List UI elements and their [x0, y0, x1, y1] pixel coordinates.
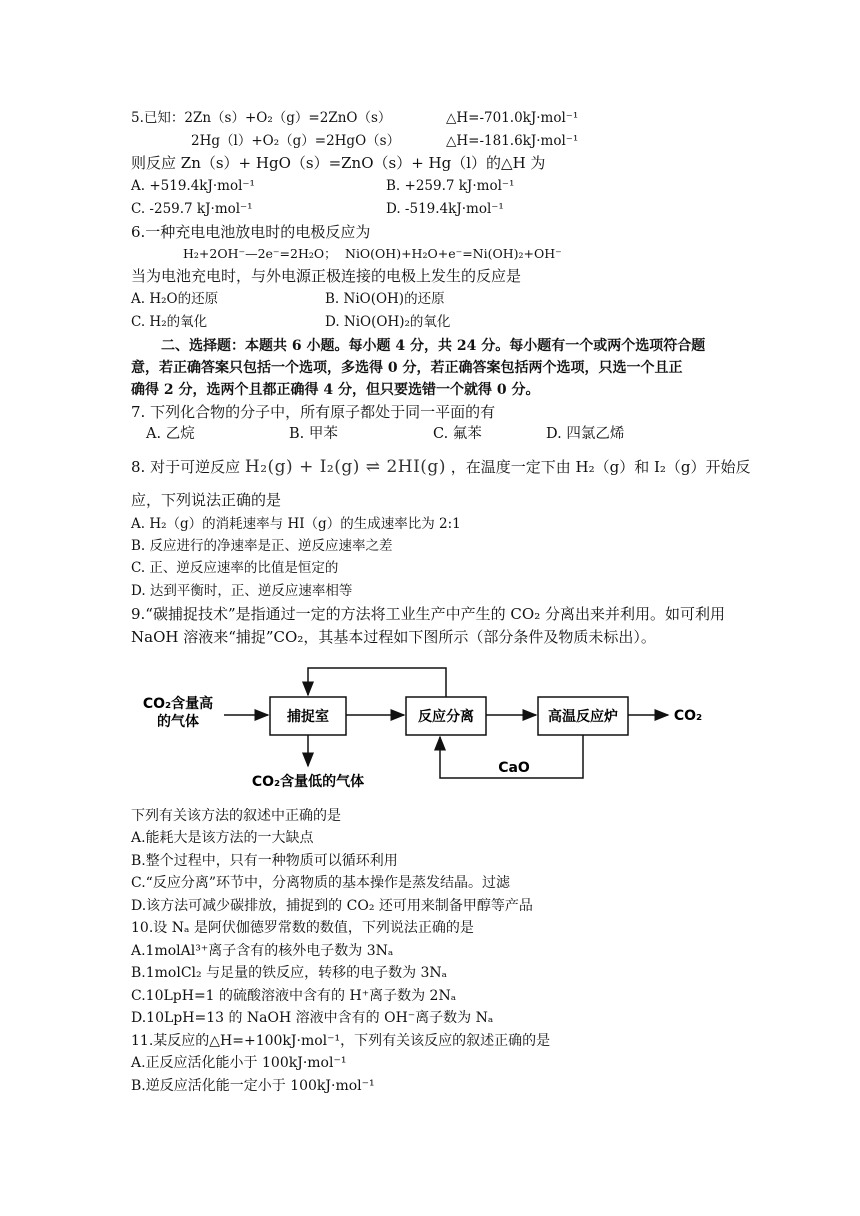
q10-option-d: D.10LpH=13 的 NaOH 溶液中含有的 OH⁻离子数为 Nₐ	[131, 1010, 494, 1026]
q11-stem: 11.某反应的△H=+100kJ·mol⁻¹，下列有关该反应的叙述正确的是	[131, 1033, 551, 1049]
reaction-separation-label: 反应分离	[418, 709, 474, 725]
q7-option-c: C. 氟苯	[433, 426, 482, 442]
q7-option-b: B. 甲苯	[289, 426, 338, 442]
q11-option-b: B.逆反应活化能一定小于 100kJ·mol⁻¹	[131, 1078, 375, 1094]
q6-stem: 6.一种充电电池放电时的电极反应为	[131, 223, 371, 241]
q8-equation: H₂(g) + I₂(g) ⇌ 2HI(g)	[244, 457, 446, 477]
q9-option-a: A.能耗大是该方法的一大缺点	[131, 830, 314, 846]
q5-option-a: A. +519.4kJ·mol⁻¹	[131, 178, 255, 194]
q5-stem: 则反应 Zn（s）+ HgO（s）=ZnO（s）+ Hg（l）的△H 为	[131, 154, 546, 172]
q6-stem2: 当为电池充电时，与外电源正极连接的电极上发生的反应是	[131, 267, 522, 285]
q8-line2: 应，下列说法正确的是	[131, 491, 282, 509]
q5-dh2: △H=-181.6kJ·mol⁻¹	[446, 133, 579, 149]
q5-option-d: D. -519.4kJ·mol⁻¹	[386, 201, 504, 217]
q9-option-d: D.该方法可减少碳排放，捕捉到的 CO₂ 还可用来制备甲醇等产品	[131, 898, 533, 914]
q6-option-d: D. NiO(OH)₂的氧化	[325, 314, 451, 330]
section2-line1: 二、选择题：本题共 6 小题。每小题 4 分，共 24 分。每小题有一个或两个选项符合题	[161, 338, 706, 354]
q6-eq1: H₂+2OH⁻—2e⁻=2H₂O；	[183, 246, 337, 261]
carbon-capture-flow-diagram	[140, 660, 720, 800]
q5-option-c: C. -259.7 kJ·mol⁻¹	[131, 201, 253, 217]
q10-option-c: C.10LpH=1 的硫酸溶液中含有的 H⁺离子数为 2Nₐ	[131, 988, 457, 1004]
q5-intro-line	[131, 108, 391, 128]
q5-dh1: △H=-701.0kJ·mol⁻¹	[446, 110, 579, 126]
q7-option-a: A. 乙烷	[146, 426, 195, 442]
output-label: CO₂	[673, 708, 703, 724]
q6-option-c: C. H₂的氧化	[131, 314, 208, 330]
low-gas-label: CO₂含量低的气体	[251, 774, 365, 790]
high-temp-furnace-label: 高温反应炉	[548, 709, 618, 725]
q10-option-a: A.1molAl³⁺离子含有的核外电子数为 3Nₐ	[131, 943, 394, 959]
q9-option-b: B.整个过程中，只有一种物质可以循环利用	[131, 853, 398, 869]
diagram-input-label-1: CO₂含量高	[142, 696, 214, 712]
q9-line2: NaOH 溶液来“捕捉”CO₂，其基本过程如下图所示（部分条件及物质未标出）。	[131, 628, 656, 646]
q5-eq1: 2Zn（s）+O₂（g）=2ZnO（s）	[184, 110, 392, 126]
recycle-arrow-to-capture	[308, 668, 446, 697]
q8-option-a: A. H₂（g）的消耗速率与 HI（g）的生成速率比为 2:1	[131, 516, 461, 532]
q5-eq2: 2Hg（l）+O₂（g）=2HgO（s）	[191, 133, 401, 149]
q8-option-b: B. 反应进行的净速率是正、逆反应速率之差	[131, 538, 393, 554]
q6-option-a: A. H₂O的还原	[131, 291, 219, 307]
q6-option-b: B. NiO(OH)的还原	[325, 291, 445, 307]
capture-chamber-label: 捕捉室	[287, 709, 329, 725]
q10-stem: 10.设 Nₐ 是阿伏伽德罗常数的数值，下列说法正确的是	[131, 920, 474, 936]
q10-option-b: B.1molCl₂ 与足量的铁反应，转移的电子数为 3Nₐ	[131, 965, 448, 981]
q5-option-b: B. +259.7 kJ·mol⁻¹	[386, 178, 515, 194]
q8-option-d: D. 达到平衡时，正、逆反应速率相等	[131, 583, 353, 599]
q8-pre: 8. 对于可逆反应	[131, 458, 241, 476]
q5-intro: 5.已知：	[131, 110, 185, 126]
cao-label: CaO	[498, 760, 530, 776]
q11-option-a: A.正反应活化能小于 100kJ·mol⁻¹	[131, 1055, 347, 1071]
section2-line2: 意，若正确答案只包括一个选项，多选得 0 分，若正确答案包括两个选项，只选一个且正	[131, 360, 683, 376]
section2-line3: 确得 2 分，选两个且都正确得 4 分，但只要选错一个就得 0 分。	[131, 382, 540, 398]
q8-post: ，在温度一定下由 H₂（g）和 I₂（g）开始反	[450, 458, 751, 476]
q8-line1	[131, 457, 751, 477]
q9-option-c: C.“反应分离”环节中，分离物质的基本操作是蒸发结晶。过滤	[131, 875, 510, 891]
diagram-input-label-2: 的气体	[157, 714, 199, 730]
q9-stem: 下列有关该方法的叙述中正确的是	[131, 808, 341, 824]
q8-option-c: C. 正、逆反应速率的比值是恒定的	[131, 560, 339, 576]
q7-option-d: D. 四氯乙烯	[546, 426, 625, 442]
q7-stem: 7. 下列化合物的分子中，所有原子都处于同一平面的有	[131, 403, 496, 421]
q9-line1: 9.“碳捕捉技术”是指通过一定的方法将工业生产中产生的 CO₂ 分离出来并利用。如可利用	[131, 605, 725, 623]
q6-eq2: NiO(OH)+H₂O+e⁻=Ni(OH)₂+OH⁻	[345, 246, 562, 261]
